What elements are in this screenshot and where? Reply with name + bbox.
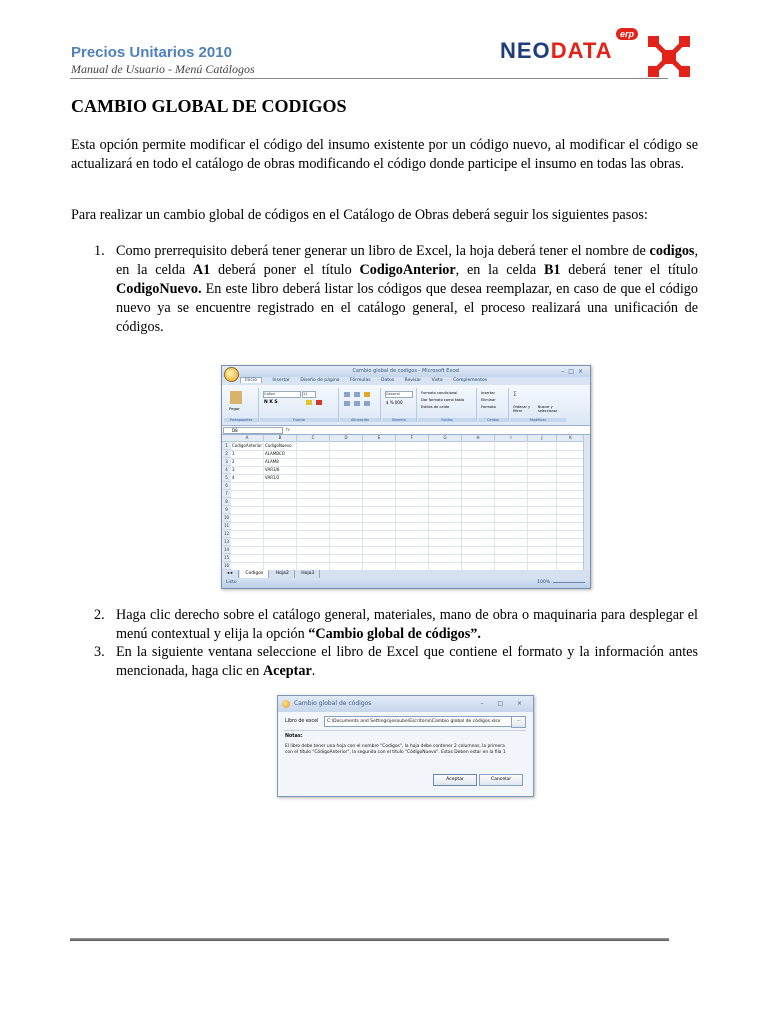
grid-line <box>231 490 584 491</box>
step-text <box>116 242 698 337</box>
row-header[interactable]: 7 <box>222 490 231 498</box>
ribbon-group-edit <box>510 388 566 422</box>
grid-line <box>231 458 584 459</box>
find-select-button[interactable]: Buscar y seleccionar <box>538 405 558 413</box>
excel-ribbon <box>222 385 590 426</box>
ribbon-group-label: Alineación <box>340 418 380 422</box>
format-as-table-button[interactable]: Dar formato como tabla <box>421 398 465 402</box>
ribbon-group-styles <box>418 388 477 422</box>
cell-b2[interactable]: ALAMBCO <box>265 451 285 456</box>
column-header[interactable]: E <box>363 435 396 442</box>
step-text <box>116 606 698 644</box>
grid-line <box>231 522 584 523</box>
accept-button[interactable]: Aceptar <box>433 774 477 786</box>
step-number: 3. <box>94 644 105 660</box>
step-number: 2. <box>94 607 105 623</box>
step-text-part: , en la celda <box>116 243 698 278</box>
step-text-part: deberá poner el título <box>210 262 360 278</box>
sheet-nav-icon[interactable]: ◂ ▸ <box>222 570 239 578</box>
grid-line <box>231 498 584 499</box>
row-header[interactable]: 13 <box>222 538 231 546</box>
dialog-title-bar <box>278 696 533 712</box>
document-header-title: Precios Unitarios 2010 <box>71 44 232 61</box>
logo-neo: NEO <box>500 38 551 63</box>
wrap-icon[interactable] <box>364 392 370 397</box>
column-header[interactable]: K <box>557 435 585 442</box>
step-text-part: En la siguiente ventana seleccione el libro de Excel que contiene el formato y la información antes mencionada, haga clic en <box>116 644 698 679</box>
column-header[interactable]: H <box>462 435 495 442</box>
excel-tab[interactable]: Datos <box>380 378 395 383</box>
excel-tab[interactable]: Fórmulas <box>350 378 371 383</box>
notes-label: Notas: <box>285 734 303 739</box>
step-bold: “Cambio global de códigos”. <box>308 626 481 642</box>
step-text-part: . <box>311 663 316 679</box>
excel-tab[interactable]: Vista <box>431 378 443 383</box>
excel-tab[interactable]: Revisar <box>404 378 422 383</box>
step-bold: CodigoNuevo. <box>116 281 202 297</box>
function-icon[interactable]: fx <box>286 427 290 432</box>
grid-line <box>231 482 584 483</box>
ribbon-group-label: Número <box>382 418 416 422</box>
paste-label: Pegar <box>229 406 240 411</box>
grid-line <box>231 530 584 531</box>
column-header[interactable]: J <box>528 435 557 442</box>
row-header[interactable]: 9 <box>222 506 231 514</box>
cell-b1[interactable]: CodigoNuevo <box>265 443 292 448</box>
excel-title-bar <box>222 366 590 377</box>
align-icon[interactable] <box>344 401 350 406</box>
row-header[interactable]: 15 <box>222 554 231 562</box>
column-header[interactable]: I <box>495 435 528 442</box>
grid-line <box>231 506 584 507</box>
format-cells-button[interactable]: Formato <box>481 405 496 409</box>
grid-line <box>231 514 584 515</box>
step-bold: Aceptar <box>262 663 312 679</box>
row-header[interactable]: 12 <box>222 530 231 538</box>
worksheet-grid[interactable] <box>222 435 584 570</box>
sheet-tab[interactable]: Codigos <box>240 570 269 578</box>
row-header[interactable]: 5 <box>222 474 231 482</box>
excel-window-title: Cambio global de codigos - Microsoft Excel <box>352 368 460 374</box>
step-bold: codigos <box>649 243 695 259</box>
ribbon-group-cells <box>478 388 509 422</box>
cell-a4[interactable]: 3 <box>232 467 235 472</box>
ribbon-group-label: Estilos <box>418 418 476 422</box>
cell-a5[interactable]: 4 <box>232 475 235 480</box>
cell-a3[interactable]: 2 <box>232 459 235 464</box>
status-bar <box>222 578 590 588</box>
logo-erp-badge: erp <box>616 28 638 40</box>
bold-italic-underline-icons[interactable]: N K S <box>264 400 278 405</box>
delete-cells-button[interactable]: Eliminar <box>481 398 496 402</box>
browse-button[interactable]: ... <box>511 716 526 728</box>
step-3 <box>94 643 698 681</box>
row-header[interactable]: 3 <box>222 458 231 466</box>
excel-tab[interactable]: Diseño de página <box>300 378 340 383</box>
ribbon-group-clipboard <box>224 388 259 422</box>
grid-line <box>231 466 584 467</box>
dialog-body <box>278 712 533 796</box>
dialog-title: Cambio global de códigos <box>294 700 372 707</box>
fill-color-icon[interactable] <box>306 400 312 405</box>
row-header[interactable]: 4 <box>222 466 231 474</box>
row-header[interactable]: 6 <box>222 482 231 490</box>
column-header[interactable]: F <box>396 435 429 442</box>
zoom-level[interactable]: 100% <box>537 580 550 585</box>
cell-b3[interactable]: ALAM8 <box>265 459 279 464</box>
excel-file-label: Libro de excel <box>285 719 319 724</box>
cancel-button[interactable]: Cancelar <box>479 774 523 786</box>
name-box[interactable]: D8 <box>223 427 283 434</box>
step-bold: A1 <box>192 262 211 278</box>
row-header[interactable]: 16 <box>222 562 231 570</box>
excel-tab[interactable]: Complementos <box>453 378 488 383</box>
merge-icon[interactable] <box>364 401 370 406</box>
row-header[interactable]: 10 <box>222 514 231 522</box>
align-icon[interactable] <box>344 392 350 397</box>
align-icon[interactable] <box>354 401 360 406</box>
font-color-icon[interactable] <box>316 400 322 405</box>
office-button-icon[interactable] <box>224 367 239 382</box>
formula-bar <box>222 426 590 435</box>
logo-mark-icon <box>644 32 694 82</box>
step-1 <box>94 242 698 337</box>
column-header[interactable]: G <box>429 435 462 442</box>
column-header[interactable]: B <box>264 435 297 442</box>
column-header[interactable]: A <box>231 435 264 442</box>
cell-b5[interactable]: VAR1/2 <box>265 475 280 480</box>
paste-icon[interactable] <box>230 391 242 404</box>
row-header[interactable]: 2 <box>222 450 231 458</box>
row-header[interactable]: 14 <box>222 546 231 554</box>
grid-line <box>231 538 584 539</box>
ribbon-group-label: Modificar <box>510 418 566 422</box>
intro-paragraph: Esta opción permite modificar el código del insumo existente por un código nuevo, al modificar el código se actualizará en todo el catálogo de obras modificando el código donde participe el insumo en todas las obras. <box>71 137 698 172</box>
steps-intro-paragraph: Para realizar un cambio global de códigos en el Catálogo de Obras deberá seguir los siguientes pasos: <box>71 207 648 223</box>
step-2 <box>94 606 698 644</box>
ribbon-group-label: Portapapeles <box>224 418 258 422</box>
document-header-subtitle: Manual de Usuario - Menú Catálogos <box>71 62 255 76</box>
dialog-app-icon <box>282 700 290 708</box>
number-format-icons[interactable]: $ % 000 <box>386 400 403 405</box>
insert-cells-button[interactable]: Insertar <box>481 391 495 395</box>
notes-text: El libro debe tener una hoja con el nombre "Codigos", la hoja debe contener 2 columnas, la primera con el título "CódigoAnterior", la segunda con el título "CódigoNuevo". Estas Deben estar en la fila 1 <box>285 744 506 755</box>
footer-rule <box>70 938 669 941</box>
step-text-part: Como prerrequisito deberá tener generar un libro de Excel, la hoja deberá tener el nombre de <box>116 243 650 259</box>
ribbon-group-label: Celdas <box>478 418 508 422</box>
sheet-tabs <box>222 570 590 578</box>
ribbon-group-label: Fuente <box>260 418 338 422</box>
column-header[interactable]: C <box>297 435 330 442</box>
excel-ribbon-tabs <box>222 377 590 385</box>
step-bold: B1 <box>543 262 561 278</box>
step-number: 1. <box>94 243 105 259</box>
excel-file-input[interactable]: C:\Documents and Settings\jesoube\Escritorio\Cambio global de códigos.xlsx <box>324 716 512 727</box>
step-text <box>116 643 698 681</box>
cell-a2[interactable]: 1 <box>232 451 235 456</box>
neodata-logo <box>500 28 700 88</box>
sum-icon[interactable]: Σ <box>513 391 517 398</box>
sheet-tab[interactable]: Hoja3 <box>296 570 320 578</box>
step-bold: CodigoAnterior <box>359 262 456 278</box>
dialog-window-buttons[interactable]: – □ × <box>480 700 528 707</box>
dialog-divider <box>284 730 526 731</box>
font-name-select[interactable]: Calibri <box>263 391 301 398</box>
cambio-global-dialog <box>277 695 534 797</box>
step-text-part: , en la celda <box>455 262 544 278</box>
ribbon-group-alignment <box>340 388 381 422</box>
ribbon-group-number <box>382 388 417 422</box>
row-header[interactable]: 1 <box>222 442 231 450</box>
excel-window-buttons[interactable]: –□× <box>561 368 587 375</box>
status-text: Listo <box>226 580 237 585</box>
zoom-slider[interactable] <box>553 582 585 583</box>
excel-tab[interactable]: Insertar <box>272 378 290 383</box>
logo-data: DATA <box>550 38 613 63</box>
logo-wordmark <box>500 38 613 64</box>
column-header[interactable]: D <box>330 435 363 442</box>
font-size-select[interactable]: 11 <box>302 391 316 398</box>
ribbon-group-font <box>260 388 339 422</box>
step-text-part: En este libro deberá listar los códigos que desea reemplazar, en caso de que el código nuevo ya se encuentre registrado en el catálogo general, el proceso realizará una unificación de códigos. <box>116 281 698 335</box>
excel-tab[interactable]: Inicio <box>240 377 262 383</box>
row-header[interactable]: 11 <box>222 522 231 530</box>
grid-line <box>231 562 584 563</box>
grid-line <box>231 474 584 475</box>
sheet-tab[interactable]: Hoja2 <box>271 570 295 578</box>
cell-b4[interactable]: VAR3/8 <box>265 467 280 472</box>
section-title: CAMBIO GLOBAL DE CODIGOS <box>71 96 347 116</box>
cell-styles-button[interactable]: Estilos de celda <box>421 405 450 409</box>
conditional-format-button[interactable]: Formato condicional <box>421 391 458 395</box>
grid-line <box>231 546 584 547</box>
row-header[interactable]: 8 <box>222 498 231 506</box>
excel-screenshot <box>221 365 591 589</box>
grid-line <box>231 554 584 555</box>
sort-filter-button[interactable]: Ordenar y filtrar <box>513 405 530 413</box>
vertical-scrollbar[interactable] <box>583 435 590 570</box>
step-text-part: deberá tener el título <box>560 262 698 278</box>
number-format-select[interactable]: General <box>385 391 413 398</box>
align-icon[interactable] <box>354 392 360 397</box>
step-text-part: Haga clic derecho sobre el catálogo general, materiales, mano de obra o maquinaria para desplegar el menú contextual y elija la opción <box>116 607 698 642</box>
cell-a1[interactable]: CodigoAnterior <box>232 443 263 448</box>
